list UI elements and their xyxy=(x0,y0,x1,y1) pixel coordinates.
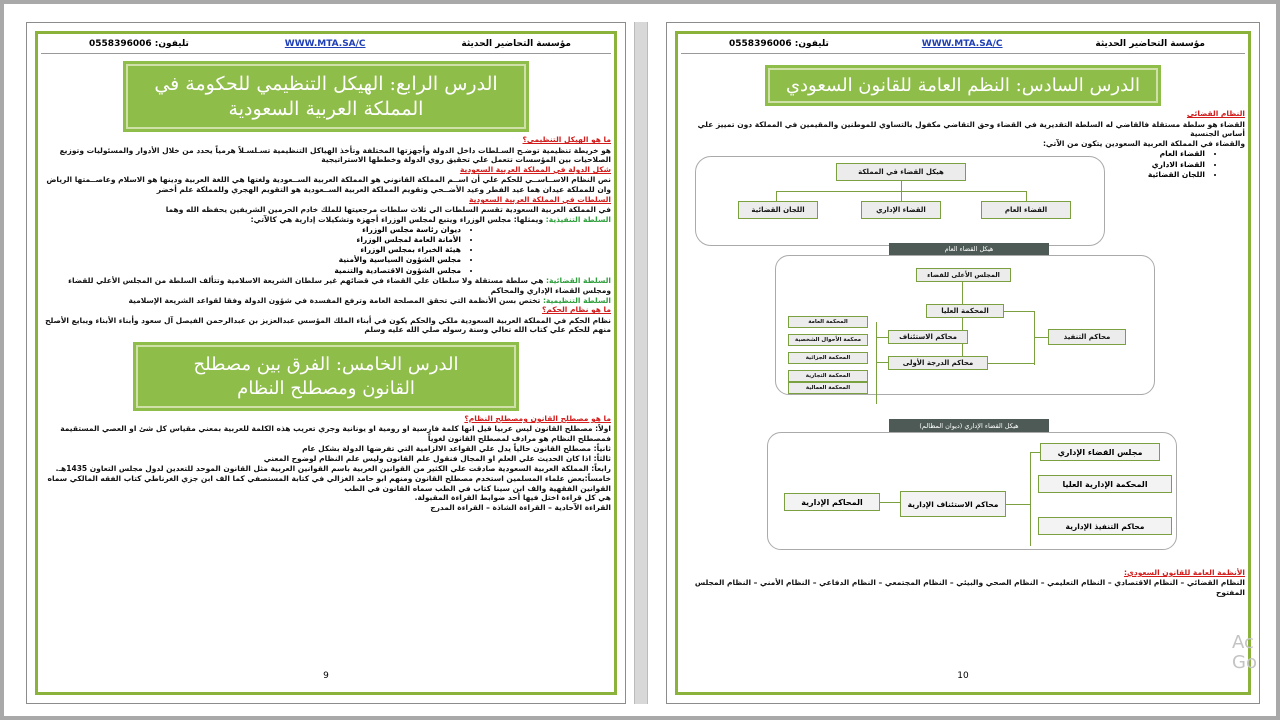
court-node: المحكمة الجزائية xyxy=(788,352,868,364)
paragraph: نص النظام الاســاســي للحكم علي أن اســم المملكة القانوني هو المملكة العربية الســعودية ولغتها هي اللغة العربية ودينها هو الاسلام وعاصــمتها الرياض وان للمملكة عيدان هما عيد الفطر وعيد الأضــحي وتقويم المملكة العربية الســعودية هو التقويم الهجري وللمملكة علم أخضر xyxy=(46,175,611,195)
administrative-judiciary-diagram xyxy=(767,432,1177,550)
list-item: • اللجان القضائية xyxy=(681,170,1205,181)
diagram-node: محاكم الدرجة الأولى xyxy=(888,356,988,370)
phone-info: تليفون: 0558396006 xyxy=(729,39,829,49)
website-link[interactable]: WWW.MTA.SA/C xyxy=(921,39,1003,49)
diagram-node: المحكمة الإدارية العليا xyxy=(1038,475,1172,493)
activation-watermark: Ac Go xyxy=(1232,632,1257,674)
court-node: المحكمة التجارية xyxy=(788,370,868,382)
paragraph: في المملكة العربية السعودية تقسم السلطات الي ثلاث سلطات مرجعيتها للملك خادم الحرمين الشريفين يحفظه الله وهما xyxy=(165,205,611,215)
section-heading: السلطات في المملكة العربية السعودية xyxy=(469,195,611,205)
diagram-node: محاكم التنفيذ xyxy=(1048,329,1126,345)
paragraph: رابعاً: المملكة العربية السعودية صادقت علي الكثير من القوانين العربية باسم القوانين العربية مثل القانون الموحد للتعدين لدول مجلس التعاون 1435هـ. xyxy=(55,463,611,473)
document-viewer xyxy=(4,4,1276,716)
diagram-root: هيكل القضاء في المملكة xyxy=(836,163,966,181)
paragraph: هو خريطة تنظيمية توضـح السـلطات داخل الدولة وأجهزتها المختلفة وتأخذ الهياكل التنظيمية تسـلسـلاً هرمياً يحدد من خلال الأدوار والمسئوليات وتوزيع الصلاحيات بين المؤسسات تتعمل علي تحقيق روي الدولة وخططها الاستراتيجية xyxy=(59,145,611,165)
paragraph: والقضاء في المملكة العربية السعودين يتكون من الآتي: xyxy=(1042,139,1245,149)
judiciary-structure-diagram xyxy=(695,156,1105,246)
phone-info: تليفون: 0558396006 xyxy=(89,39,189,49)
paragraph: القضاء هو سلطة مستقلة فالقاضي له السلطة التقديرية في القضاء وحق التقاضي مكفول بالتساوي للموطنين والمقيمين في المملكة دون تمييز علي أساس الجنسية xyxy=(697,119,1245,139)
diagram-node: القضاء الإداري xyxy=(861,201,941,219)
exec-list xyxy=(41,225,611,276)
diagram-node: محاكم الاستئناف xyxy=(888,330,968,344)
diagram-node: محاكم التنفيذ الإدارية xyxy=(1038,517,1172,535)
lesson6-title: الدرس السادس: النظم العامة للقانون السعودي xyxy=(768,68,1158,103)
page-gutter xyxy=(634,22,648,704)
lesson5-title: الدرس الخامس: الفرق بين مصطلح القانون ومصطلح النظام xyxy=(136,345,516,408)
section-heading: شكل الدولة في المملكة العربية السعودية xyxy=(459,165,611,175)
court-node: محكمة الأحوال الشخصية xyxy=(788,334,868,346)
list-item: • ديوان رئاسة مجلس الوزراء xyxy=(41,225,461,235)
paragraph: اولاً: مصطلح القانون ليس عربيا قيل انها كلمة فارسية او رومية او يونانية وجري تعريب هذه الكلمة للعربية بمعني مقياس كل شئ او العصي المستقيمة فمصطلح النظام هو مرادف لمصطلح القانون لغوياً xyxy=(60,424,611,444)
lesson4-title: الدرس الرابع: الهيكل التنظيمي للحكومة في المملكة العربية السعودية xyxy=(126,64,526,129)
paragraph: القراءة الآحادية – القراءة الشاذة – القراءة المدرج xyxy=(430,503,611,513)
list-item: • الأمانة العامة لمجلس الوزراء xyxy=(41,235,461,245)
paragraph: السلطة القضائية: هي سلطة مستقلة ولا سلطان علي القضاء في قضائهم غير سلطان الشريعة الاسلامية وتتألف السلطة من المجلس الأعلي للقضاء ومجلس القضاء الإداري والمحاكم xyxy=(68,275,611,295)
diagram-title: هيكل القضاء الإداري (ديوان المظالم) xyxy=(889,419,1049,433)
page-number: 10 xyxy=(957,671,969,681)
paragraph: نظام الحكم في المملكة العربية السعودية ملكي والحكم يكون في أبناء الملك المؤسس عبدالعزيز بن عبدالرحمن الفيصل آل سعود وأبناء الأبناء ويبايع الأصلح منهم للحكم علي كتاب الله تعالي وسنة رسوله صلي الله عليه وسلم xyxy=(45,315,611,335)
diagram-node: المحكمة العليا xyxy=(926,304,1004,318)
diagram-node: مجلس القضاء الإداري xyxy=(1040,443,1160,461)
diagram-title: هيكل القضاء العام xyxy=(889,243,1049,256)
list-item: • مجلس الشؤون الاقتصادية والتنمية xyxy=(41,266,461,276)
diagram-node: محاكم الاستئناف الإدارية xyxy=(900,491,1006,517)
section-heading: النظام القضائي xyxy=(1186,109,1245,119)
institution-name: مؤسسة التحاضير الحديثة xyxy=(1095,39,1205,49)
page-header xyxy=(41,35,611,54)
page-10 xyxy=(666,22,1260,704)
diagram-node: القضاء العام xyxy=(981,201,1071,219)
diagram-node: المجلس الأعلى للقضاء xyxy=(916,268,1011,282)
website-link[interactable]: WWW.MTA.SA/C xyxy=(284,39,366,49)
section-heading: الأنظمة العامة للقانون السعودي: xyxy=(1123,568,1245,577)
diagram-node: اللجان القضائية xyxy=(738,201,818,219)
institution-name: مؤسسة التحاضير الحديثة xyxy=(461,39,571,49)
court-node: المحكمة العامة xyxy=(788,316,868,328)
diagram-node: المحاكم الإدارية xyxy=(784,493,880,511)
page-header xyxy=(681,35,1245,54)
paragraph: ثالثاً: اذا كان الحديث علي العلم او المجال فنقول علم القانون وليس علم النظام لوضوح المعني xyxy=(263,453,611,463)
paragraph: السلطة التنظيمية: تختص بسن الأنظمة التي تحقق المصلحة العامة وترفع المفسدة في شؤون الدولة وفقا لقواعد الشريعة الإسلامية xyxy=(128,295,611,305)
court-node: المحكمة العمالية xyxy=(788,382,868,394)
page-number: 9 xyxy=(323,671,329,681)
list-item: • مجلس الشؤون السياسية والأمنية xyxy=(41,255,461,265)
section-heading: ما هو الهيكل التنظيمي؟ xyxy=(522,135,611,145)
paragraph: هي كل قراءة اختل فيها أحد ضوابط القراءة المقبولة. xyxy=(414,493,611,503)
list-item: • القضاء الاداري xyxy=(681,160,1205,171)
paragraph: السلطة التنفيذية: ويمثلها: مجلس الوزراء ويتبع لمجلس الوزراء أجهزة وتشكيلات إدارية هي كالآتي: xyxy=(250,215,611,225)
section-heading: ما هو مصطلح القانون ومصطلح النظام؟ xyxy=(464,414,611,424)
general-judiciary-diagram xyxy=(775,255,1155,395)
list-item: • هيئة الخبراء بمجلس الوزراء xyxy=(41,245,461,255)
section-heading: ما هو نظام الحكم؟ xyxy=(541,305,611,315)
page-9 xyxy=(26,22,626,704)
list-item: • القضاء العام xyxy=(681,149,1205,160)
paragraph: النظام القضائي – النظام الاقتصادي – النظام التعليمي – النظام الصحي والبيئي – النظام المجتمعي – النظام الدفاعي – النظام الأمني – النظام المجلس المفتوح xyxy=(694,578,1245,598)
paragraph: خامساً:بعض علماء المسلمين استخدم مصطلح القانون ومنهم ابو حامد الغزالي في كتابة المستصفي كما الف ابن جزي الغرناطي كتاب الفقه المالكي سماه القوانين الفقهية والف ابن سينا كتاب في الطب سماه القانون في الطب xyxy=(47,473,611,493)
paragraph: ثانياً: مصطلح القانون حالياً يدل علي القواعد الالزامية التي تفرضها الدولة بشكل عام xyxy=(302,443,611,453)
